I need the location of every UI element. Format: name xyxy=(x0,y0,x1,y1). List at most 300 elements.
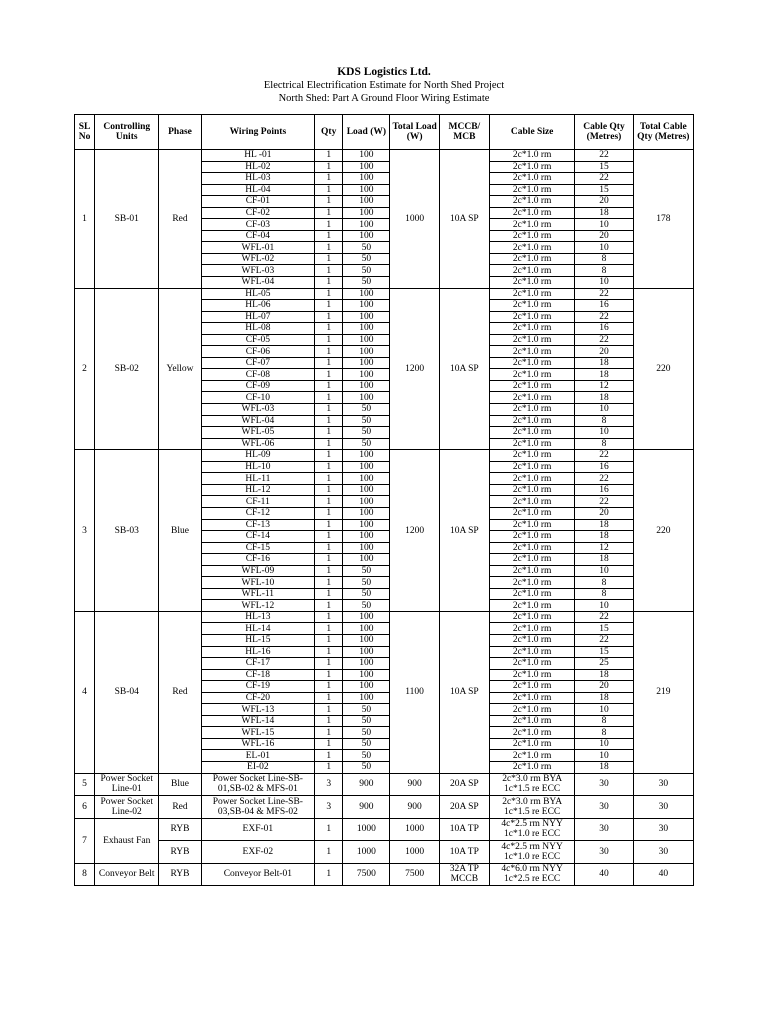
qty-cell: 1 xyxy=(315,161,343,173)
load-cell: 100 xyxy=(343,219,390,231)
cable-size-cell: 2c*1.0 rm xyxy=(489,761,574,773)
cable-qty-cell: 22 xyxy=(575,288,633,300)
phase-cell: Red xyxy=(159,796,201,819)
qty-cell: 1 xyxy=(315,219,343,231)
cable-size-cell: 2c*1.0 rm xyxy=(489,484,574,496)
cable-qty-cell: 22 xyxy=(575,173,633,185)
sl-no-cell: 3 xyxy=(75,450,95,612)
wiring-point-cell: CF-01 xyxy=(201,196,315,208)
cable-qty-cell: 30 xyxy=(575,841,633,864)
load-cell: 900 xyxy=(343,773,390,796)
wiring-point-cell: HL-10 xyxy=(201,461,315,473)
cable-qty-cell: 8 xyxy=(575,253,633,265)
load-cell: 100 xyxy=(343,484,390,496)
load-cell: 1000 xyxy=(343,841,390,864)
wiring-point-cell: HL-14 xyxy=(201,623,315,635)
load-cell: 100 xyxy=(343,554,390,566)
sl-no-cell: 6 xyxy=(75,796,95,819)
load-cell: 50 xyxy=(343,750,390,762)
sl-no-cell: 4 xyxy=(75,611,95,773)
qty-cell: 1 xyxy=(315,646,343,658)
load-cell: 100 xyxy=(343,230,390,242)
load-cell: 50 xyxy=(343,727,390,739)
cable-qty-cell: 18 xyxy=(575,531,633,543)
wiring-point-cell: Power Socket Line-SB- 01,SB-02 & MFS-01 xyxy=(201,773,315,796)
qty-cell: 1 xyxy=(315,392,343,404)
load-cell: 100 xyxy=(343,496,390,508)
cable-size-cell: 2c*1.0 rm xyxy=(489,300,574,312)
cable-size-cell: 2c*1.0 rm xyxy=(489,161,574,173)
cable-qty-cell: 16 xyxy=(575,323,633,335)
wiring-point-cell: HL-04 xyxy=(201,184,315,196)
load-cell: 50 xyxy=(343,761,390,773)
load-cell: 50 xyxy=(343,577,390,589)
cable-qty-cell: 18 xyxy=(575,392,633,404)
cable-qty-cell: 8 xyxy=(575,577,633,589)
cable-size-cell: 2c*1.0 rm xyxy=(489,207,574,219)
wiring-point-cell: EXF-01 xyxy=(201,818,315,841)
column-header: Total Cable Qty (Metres) xyxy=(633,115,693,150)
column-header: Qty xyxy=(315,115,343,150)
cable-qty-cell: 8 xyxy=(575,727,633,739)
controlling-unit-cell: SB-02 xyxy=(95,288,159,450)
cable-qty-cell: 22 xyxy=(575,473,633,485)
wiring-point-cell: CF-02 xyxy=(201,207,315,219)
wiring-point-cell: HL-07 xyxy=(201,311,315,323)
wiring-point-cell: Power Socket Line-SB- 03,SB-04 & MFS-02 xyxy=(201,796,315,819)
wiring-point-cell: HL-16 xyxy=(201,646,315,658)
controlling-unit-cell: Exhaust Fan xyxy=(95,818,159,863)
load-cell: 100 xyxy=(343,634,390,646)
cable-qty-cell: 10 xyxy=(575,427,633,439)
cable-size-cell: 4c*2.5 rm NYY 1c*1.0 re ECC xyxy=(489,818,574,841)
load-cell: 1000 xyxy=(343,818,390,841)
wiring-point-cell: HL-02 xyxy=(201,161,315,173)
cable-size-cell: 2c*1.0 rm xyxy=(489,265,574,277)
cable-qty-cell: 15 xyxy=(575,184,633,196)
qty-cell: 1 xyxy=(315,288,343,300)
load-cell: 50 xyxy=(343,404,390,416)
table-header-row xyxy=(75,115,694,150)
cable-qty-cell: 15 xyxy=(575,623,633,635)
cable-size-cell: 2c*1.0 rm xyxy=(489,600,574,612)
cable-size-cell: 2c*3.0 rm BYA 1c*1.5 re ECC xyxy=(489,796,574,819)
qty-cell: 1 xyxy=(315,230,343,242)
wiring-point-cell: WFL-02 xyxy=(201,253,315,265)
cable-size-cell: 2c*1.0 rm xyxy=(489,230,574,242)
column-header: SL No xyxy=(75,115,95,150)
sl-no-cell: 8 xyxy=(75,863,95,886)
wiring-point-cell: WFL-05 xyxy=(201,427,315,439)
cable-size-cell: 2c*1.0 rm xyxy=(489,461,574,473)
load-cell: 50 xyxy=(343,265,390,277)
load-cell: 100 xyxy=(343,196,390,208)
cable-size-cell: 2c*1.0 rm xyxy=(489,196,574,208)
qty-cell: 3 xyxy=(315,773,343,796)
wiring-point-cell: CF-14 xyxy=(201,531,315,543)
cable-qty-cell: 30 xyxy=(575,818,633,841)
load-cell: 100 xyxy=(343,323,390,335)
cable-size-cell: 2c*1.0 rm xyxy=(489,427,574,439)
total-cable-qty-cell: 220 xyxy=(633,288,693,450)
cable-qty-cell: 10 xyxy=(575,277,633,289)
total-load-cell: 900 xyxy=(390,796,439,819)
column-header: Cable Qty (Metres) xyxy=(575,115,633,150)
cable-qty-cell: 20 xyxy=(575,230,633,242)
total-cable-qty-cell: 30 xyxy=(633,818,693,841)
cable-size-cell: 2c*1.0 rm xyxy=(489,473,574,485)
column-header: MCCB/ MCB xyxy=(439,115,489,150)
cable-qty-cell: 16 xyxy=(575,300,633,312)
load-cell: 100 xyxy=(343,473,390,485)
wiring-point-cell: EL-01 xyxy=(201,750,315,762)
cable-qty-cell: 12 xyxy=(575,542,633,554)
qty-cell: 1 xyxy=(315,750,343,762)
table-row xyxy=(75,773,694,796)
qty-cell: 1 xyxy=(315,207,343,219)
qty-cell: 1 xyxy=(315,196,343,208)
load-cell: 100 xyxy=(343,681,390,693)
qty-cell: 1 xyxy=(315,173,343,185)
phase-cell: Red xyxy=(159,611,201,773)
load-cell: 50 xyxy=(343,565,390,577)
cable-size-cell: 2c*1.0 rm xyxy=(489,438,574,450)
qty-cell: 1 xyxy=(315,507,343,519)
total-cable-qty-cell: 219 xyxy=(633,611,693,773)
load-cell: 100 xyxy=(343,184,390,196)
sl-no-cell: 1 xyxy=(75,150,95,289)
cable-size-cell: 2c*1.0 rm xyxy=(489,357,574,369)
load-cell: 100 xyxy=(343,380,390,392)
load-cell: 100 xyxy=(343,369,390,381)
table-row xyxy=(75,863,694,886)
table-row xyxy=(75,818,694,841)
cable-qty-cell: 20 xyxy=(575,681,633,693)
cable-size-cell: 2c*1.0 rm xyxy=(489,554,574,566)
wiring-point-cell: HL -01 xyxy=(201,150,315,162)
total-load-cell: 1200 xyxy=(390,288,439,450)
total-cable-qty-cell: 30 xyxy=(633,773,693,796)
qty-cell: 1 xyxy=(315,761,343,773)
qty-cell: 1 xyxy=(315,681,343,693)
qty-cell: 1 xyxy=(315,818,343,841)
total-cable-qty-cell: 40 xyxy=(633,863,693,886)
cable-qty-cell: 8 xyxy=(575,415,633,427)
wiring-point-cell: EXF-02 xyxy=(201,841,315,864)
load-cell: 100 xyxy=(343,300,390,312)
load-cell: 100 xyxy=(343,623,390,635)
wiring-point-cell: CF-16 xyxy=(201,554,315,566)
qty-cell: 1 xyxy=(315,253,343,265)
cable-size-cell: 2c*1.0 rm xyxy=(489,277,574,289)
cable-qty-cell: 22 xyxy=(575,496,633,508)
qty-cell: 1 xyxy=(315,450,343,462)
load-cell: 100 xyxy=(343,334,390,346)
column-header: Wiring Points xyxy=(201,115,315,150)
controlling-unit-cell: Conveyor Belt xyxy=(95,863,159,886)
cable-qty-cell: 18 xyxy=(575,692,633,704)
mccb-mcb-cell: 10A SP xyxy=(439,611,489,773)
total-load-cell: 7500 xyxy=(390,863,439,886)
cable-size-cell: 2c*1.0 rm xyxy=(489,658,574,670)
cable-size-cell: 2c*1.0 rm xyxy=(489,681,574,693)
controlling-unit-cell: SB-03 xyxy=(95,450,159,612)
phase-cell: Blue xyxy=(159,450,201,612)
cable-size-cell: 2c*1.0 rm xyxy=(489,288,574,300)
controlling-unit-cell: Power Socket Line-02 xyxy=(95,796,159,819)
load-cell: 50 xyxy=(343,415,390,427)
load-cell: 100 xyxy=(343,658,390,670)
mccb-mcb-cell: 20A SP xyxy=(439,773,489,796)
wiring-point-cell: CF-12 xyxy=(201,507,315,519)
load-cell: 100 xyxy=(343,611,390,623)
qty-cell: 1 xyxy=(315,863,343,886)
cable-size-cell: 2c*1.0 rm xyxy=(489,334,574,346)
wiring-point-cell: HL-05 xyxy=(201,288,315,300)
cable-qty-cell: 22 xyxy=(575,150,633,162)
cable-qty-cell: 8 xyxy=(575,438,633,450)
load-cell: 50 xyxy=(343,277,390,289)
mccb-mcb-cell: 10A TP xyxy=(439,841,489,864)
load-cell: 50 xyxy=(343,715,390,727)
column-header: Cable Size xyxy=(489,115,574,150)
qty-cell: 1 xyxy=(315,542,343,554)
cable-qty-cell: 15 xyxy=(575,161,633,173)
qty-cell: 3 xyxy=(315,796,343,819)
wiring-point-cell: CF-03 xyxy=(201,219,315,231)
phase-cell: Red xyxy=(159,150,201,289)
cable-size-cell: 2c*1.0 rm xyxy=(489,184,574,196)
qty-cell: 1 xyxy=(315,669,343,681)
wiring-point-cell: CF-07 xyxy=(201,357,315,369)
qty-cell: 1 xyxy=(315,519,343,531)
load-cell: 100 xyxy=(343,161,390,173)
cable-qty-cell: 18 xyxy=(575,369,633,381)
cable-size-cell: 2c*1.0 rm xyxy=(489,542,574,554)
qty-cell: 1 xyxy=(315,841,343,864)
cable-size-cell: 4c*2.5 rm NYY 1c*1.0 re ECC xyxy=(489,841,574,864)
load-cell: 100 xyxy=(343,207,390,219)
total-load-cell: 1100 xyxy=(390,611,439,773)
total-load-cell: 1200 xyxy=(390,450,439,612)
wiring-point-cell: WFL-14 xyxy=(201,715,315,727)
wiring-point-cell: CF-06 xyxy=(201,346,315,358)
cable-size-cell: 2c*1.0 rm xyxy=(489,415,574,427)
load-cell: 100 xyxy=(343,150,390,162)
cable-size-cell: 4c*6.0 rm NYY 1c*2.5 re ECC xyxy=(489,863,574,886)
cable-size-cell: 2c*1.0 rm xyxy=(489,496,574,508)
wiring-point-cell: WFL-11 xyxy=(201,588,315,600)
wiring-point-cell: WFL-04 xyxy=(201,277,315,289)
qty-cell: 1 xyxy=(315,438,343,450)
load-cell: 100 xyxy=(343,646,390,658)
cable-qty-cell: 10 xyxy=(575,738,633,750)
table-row xyxy=(75,450,694,462)
wiring-point-cell: EI-02 xyxy=(201,761,315,773)
controlling-unit-cell: Power Socket Line-01 xyxy=(95,773,159,796)
cable-qty-cell: 22 xyxy=(575,611,633,623)
cable-size-cell: 2c*1.0 rm xyxy=(489,565,574,577)
load-cell: 7500 xyxy=(343,863,390,886)
cable-size-cell: 2c*1.0 rm xyxy=(489,311,574,323)
document-subtitle: Electrical Electrification Estimate for North Shed Project xyxy=(263,80,505,91)
qty-cell: 1 xyxy=(315,600,343,612)
total-cable-qty-cell: 220 xyxy=(633,450,693,612)
qty-cell: 1 xyxy=(315,715,343,727)
cable-qty-cell: 10 xyxy=(575,219,633,231)
wiring-point-cell: HL-08 xyxy=(201,323,315,335)
cable-size-cell: 2c*1.0 rm xyxy=(489,253,574,265)
column-header: Total Load (W) xyxy=(390,115,439,150)
cable-qty-cell: 20 xyxy=(575,196,633,208)
cable-size-cell: 2c*1.0 rm xyxy=(489,173,574,185)
total-load-cell: 900 xyxy=(390,773,439,796)
cable-qty-cell: 10 xyxy=(575,704,633,716)
load-cell: 100 xyxy=(343,173,390,185)
mccb-mcb-cell: 10A TP xyxy=(439,818,489,841)
wiring-point-cell: HL-06 xyxy=(201,300,315,312)
qty-cell: 1 xyxy=(315,611,343,623)
cable-size-cell: 2c*1.0 rm xyxy=(489,219,574,231)
qty-cell: 1 xyxy=(315,484,343,496)
wiring-point-cell: HL-15 xyxy=(201,634,315,646)
cable-qty-cell: 22 xyxy=(575,311,633,323)
phase-cell: Yellow xyxy=(159,288,201,450)
load-cell: 50 xyxy=(343,427,390,439)
table-row xyxy=(75,150,694,162)
cable-qty-cell: 10 xyxy=(575,242,633,254)
qty-cell: 1 xyxy=(315,369,343,381)
table-row xyxy=(75,611,694,623)
column-header: Load (W) xyxy=(343,115,390,150)
cable-size-cell: 2c*1.0 rm xyxy=(489,404,574,416)
load-cell: 900 xyxy=(343,796,390,819)
load-cell: 100 xyxy=(343,507,390,519)
company-name: KDS Logistics Ltd. xyxy=(337,66,431,78)
wiring-point-cell: CF-08 xyxy=(201,369,315,381)
mccb-mcb-cell: 20A SP xyxy=(439,796,489,819)
table-row xyxy=(75,841,694,864)
wiring-point-cell: CF-10 xyxy=(201,392,315,404)
load-cell: 100 xyxy=(343,669,390,681)
cable-qty-cell: 20 xyxy=(575,346,633,358)
total-load-cell: 1000 xyxy=(390,150,439,289)
qty-cell: 1 xyxy=(315,496,343,508)
wiring-point-cell: WFL-01 xyxy=(201,242,315,254)
cable-size-cell: 2c*1.0 rm xyxy=(489,715,574,727)
load-cell: 50 xyxy=(343,253,390,265)
cable-qty-cell: 20 xyxy=(575,507,633,519)
cable-qty-cell: 18 xyxy=(575,761,633,773)
qty-cell: 1 xyxy=(315,704,343,716)
cable-size-cell: 2c*1.0 rm xyxy=(489,507,574,519)
wiring-point-cell: WFL-03 xyxy=(201,265,315,277)
cable-qty-cell: 18 xyxy=(575,554,633,566)
wiring-point-cell: HL-13 xyxy=(201,611,315,623)
wiring-point-cell: WFL-12 xyxy=(201,600,315,612)
load-cell: 50 xyxy=(343,738,390,750)
document-section-title: North Shed: Part A Ground Floor Wiring Estimate xyxy=(278,93,490,104)
qty-cell: 1 xyxy=(315,380,343,392)
load-cell: 50 xyxy=(343,600,390,612)
cable-qty-cell: 30 xyxy=(575,773,633,796)
cable-qty-cell: 40 xyxy=(575,863,633,886)
cable-qty-cell: 8 xyxy=(575,265,633,277)
qty-cell: 1 xyxy=(315,554,343,566)
wiring-point-cell: CF-15 xyxy=(201,542,315,554)
cable-qty-cell: 18 xyxy=(575,207,633,219)
cable-size-cell: 2c*1.0 rm xyxy=(489,577,574,589)
cable-qty-cell: 18 xyxy=(575,519,633,531)
cable-size-cell: 2c*1.0 rm xyxy=(489,242,574,254)
qty-cell: 1 xyxy=(315,565,343,577)
total-cable-qty-cell: 178 xyxy=(633,150,693,289)
cable-qty-cell: 10 xyxy=(575,404,633,416)
wiring-point-cell: WFL-13 xyxy=(201,704,315,716)
load-cell: 50 xyxy=(343,588,390,600)
load-cell: 100 xyxy=(343,531,390,543)
cable-size-cell: 2c*1.0 rm xyxy=(489,646,574,658)
wiring-point-cell: CF-05 xyxy=(201,334,315,346)
mccb-mcb-cell: 10A SP xyxy=(439,288,489,450)
cable-qty-cell: 10 xyxy=(575,750,633,762)
phase-cell: RYB xyxy=(159,863,201,886)
wiring-point-cell: HL-09 xyxy=(201,450,315,462)
sl-no-cell: 7 xyxy=(75,818,95,863)
qty-cell: 1 xyxy=(315,277,343,289)
qty-cell: 1 xyxy=(315,634,343,646)
cable-qty-cell: 10 xyxy=(575,565,633,577)
phase-cell: Blue xyxy=(159,773,201,796)
total-load-cell: 1000 xyxy=(390,841,439,864)
total-load-cell: 1000 xyxy=(390,818,439,841)
qty-cell: 1 xyxy=(315,184,343,196)
cable-size-cell: 2c*1.0 rm xyxy=(489,519,574,531)
cable-size-cell: 2c*1.0 rm xyxy=(489,738,574,750)
cable-size-cell: 2c*1.0 rm xyxy=(489,588,574,600)
wiring-point-cell: Conveyor Belt-01 xyxy=(201,863,315,886)
qty-cell: 1 xyxy=(315,357,343,369)
table-row xyxy=(75,288,694,300)
cable-size-cell: 2c*1.0 rm xyxy=(489,611,574,623)
qty-cell: 1 xyxy=(315,623,343,635)
column-header: Controlling Units xyxy=(95,115,159,150)
qty-cell: 1 xyxy=(315,323,343,335)
qty-cell: 1 xyxy=(315,242,343,254)
qty-cell: 1 xyxy=(315,461,343,473)
wiring-point-cell: WFL-16 xyxy=(201,738,315,750)
cable-size-cell: 2c*1.0 rm xyxy=(489,531,574,543)
cable-size-cell: 2c*1.0 rm xyxy=(489,634,574,646)
cable-qty-cell: 8 xyxy=(575,715,633,727)
cable-qty-cell: 18 xyxy=(575,669,633,681)
wiring-point-cell: WFL-09 xyxy=(201,565,315,577)
load-cell: 100 xyxy=(343,692,390,704)
load-cell: 100 xyxy=(343,392,390,404)
cable-size-cell: 2c*1.0 rm xyxy=(489,704,574,716)
load-cell: 100 xyxy=(343,542,390,554)
wiring-point-cell: CF-19 xyxy=(201,681,315,693)
cable-qty-cell: 22 xyxy=(575,634,633,646)
cable-size-cell: 2c*1.0 rm xyxy=(489,323,574,335)
cable-size-cell: 2c*3.0 rm BYA 1c*1.5 re ECC xyxy=(489,773,574,796)
wiring-point-cell: CF-17 xyxy=(201,658,315,670)
qty-cell: 1 xyxy=(315,346,343,358)
wiring-point-cell: HL-03 xyxy=(201,173,315,185)
qty-cell: 1 xyxy=(315,577,343,589)
cable-qty-cell: 30 xyxy=(575,796,633,819)
cable-size-cell: 2c*1.0 rm xyxy=(489,380,574,392)
